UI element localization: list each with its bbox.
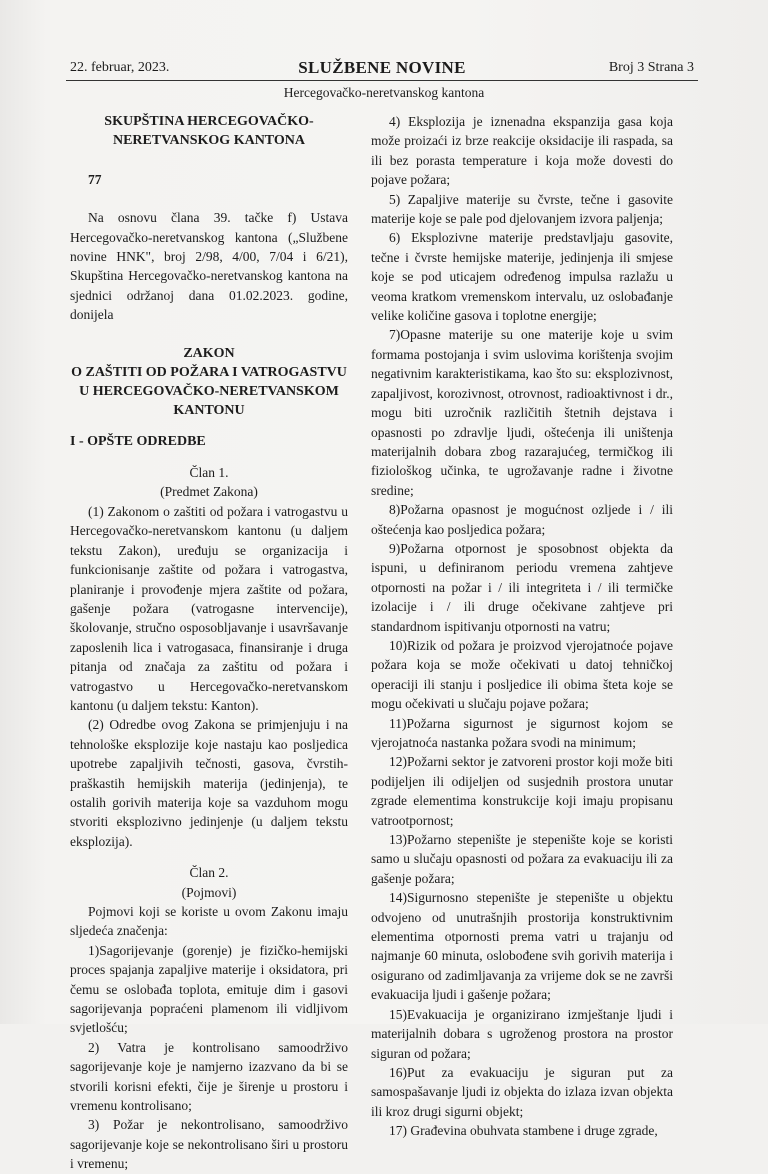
act-number: 77 (88, 171, 102, 187)
article-2-subtitle: (Pojmovi) (181, 884, 237, 900)
section-heading: I - OPŠTE ODREDBE (70, 433, 206, 449)
definition-7: 7)Opasne materije su one materije koje u svim formama postojanja i svim uslovima korištenja svojim negativnim karakteristikama, kao što su: eksplozivnost, zapaljivost, korozivnost, otrovnost, radioaktivnost i dr., mogu biti uzročnik različitih štetnih dejstava i opasnosti po zdravlje ljudi, oštećenja ili uništenja materijalnih dobara zbog razarajućeg, termičkog ili fiziološkog učinka, te ugrožavanje radne i životne sredine; (371, 327, 673, 498)
definition-15: 15)Evakuacija je organizirano izmještanje ljudi i materijalnih dobara s ugroženog prostora na prostor siguran od požara; (371, 1006, 673, 1061)
definition-2: 2) Vatra je kontrolisano samoodrživo sagorijevanje koje je namjerno izazvano da bi se stvorili korisni efekti, čije je širenje u prostoru i vremenu kontrolisano; (70, 1039, 348, 1114)
definition-17: 17) Građevina obuhvata stambene i druge zgrade, (389, 1123, 658, 1139)
definition-3: 3) Požar je nekontrolisano, samoodrživo sagorijevanje koje se nekontrolisano širi u prostoru i vremenu; (70, 1117, 348, 1172)
gazette-title: SLUŽBENE NOVINE (298, 58, 466, 77)
law-word: ZAKON (183, 345, 235, 361)
law-title: O ZAŠTITI OD POŽARA I VATROGASTVU U HERCEGOVAČKO-NERETVANSKOM KANTONU (71, 364, 347, 418)
page-header (70, 58, 694, 80)
definition-1: 1)Sagorijevanje (gorenje) je fizičko-hemijski proces spajanja zapaljive materije i oksidatora, pri čemu se oslobađa toplota, emituje dim i gasovi sagorijevanja popraćeni plamenom ili vidljivom svjetlošću; (70, 942, 348, 1036)
assembly-heading: SKUPŠTINA HERCEGOVAČKO-NERETVANSKOG KANTONA (104, 114, 314, 149)
definition-9: 9)Požarna otpornost je sposobnost objekta da ispuni, u definiranom periodu vremena zahtjeve otpornosti na požar i / ili integriteta i / ili termičke izolacije i / ili druge očekivane zahtjeve pri standardnom ispitivanju otpornosti na vatru; (371, 540, 673, 634)
definition-14: 14)Sigurnosno stepenište je stepenište u objektu odvojeno od unutrašnjih prostorija konstruktivnim elementima otpornosti prema vatri u trajanju od najmanje 60 minuta, oslobođene svih gorivih materija i osigurano od zadimljavanja za vrijeme dok se ne završi evakuacija ljudi i gašenje požara; (371, 890, 673, 1003)
definition-8: 8)Požarna opasnost je mogućnost ozljede i / ili oštećenja kao posljedica požara; (371, 502, 673, 537)
right-column (371, 112, 673, 1141)
definition-16: 16)Put za evakuaciju je siguran put za samospašavanje ljudi iz objekta do izlaza izvan objekta ili kroz drugi sigurni objekt; (371, 1064, 673, 1119)
article-1-heading: Član 1. (189, 465, 229, 481)
preamble: Na osnovu člana 39. tačke f) Ustava Hercegovačko-neretvanskog kantona („Službene novine HNK", broj 2/98, 4/00, 7/04 i 6/21), Skupština Hercegovačko-neretvanskog kantona na sjednici održanoj dana 01.02.2023. godine, donijela (70, 210, 348, 323)
definition-10: 10)Rizik od požara je proizvod vjerojatnoće pojave požara koja se može očekivati u datoj tehničkoj operaciji ili stanju i posljedice ili obima šteta koje se mogu očekivati u slučaju pojave požara; (371, 637, 673, 712)
article-1-subtitle: (Predmet Zakona) (160, 484, 258, 500)
definition-12: 12)Požarni sektor je zatvoreni prostor koji može biti podijeljen ili odijeljen od susjednih prostora unutar zgrade elementima konstrukcije koji imaju propisanu vatrootpornost; (371, 754, 673, 828)
definition-13: 13)Požarno stepenište je stepenište koje se koristi samo u slučaju opasnosti od požara za evakuaciju ili za gašenje požara; (371, 832, 673, 886)
article-1-paragraph-1: (1) Zakonom o zaštiti od požara i vatrogastvu u Hercegovačko-neretvanskom kantonu (u daljem tekstu Zakon), uređuju se organizacija i funkcionisanje zaštite od požara i vatrogastva, planiranje i provođenje mjera zaštite od požara, gašenje požara (vatrogasne intervencije), školovanje, stručno osposobljavanje i usavršavanje zaposlenih lica i vatrogasaca, finansiranje i druga pitanja od značaja za zaštitu od požara i vatrogastvo u Hercegovačko-neretvanskom kantonu (u daljem tekstu: Kanton). (70, 503, 348, 713)
header-rule (66, 80, 698, 81)
definition-5: 5) Zapaljive materije su čvrste, tečne i gasovite materije koje se pale pod djelovanjem izvora paljenja; (371, 191, 673, 227)
issue-page-number: Broj 3 Strana 3 (608, 60, 694, 75)
issue-date: 22. februar, 2023. (70, 60, 170, 75)
article-2-heading: Član 2. (189, 865, 229, 881)
definition-6: 6) Eksplozivne materije predstavljaju gasovite, tečne i čvrste hemijske materije, jedinjenja ili smjese koje se pod uticajem određenog impulsa razlažu u veoma kratkom vremenskom intervalu, uz oslobađanje velike količine gasova i toplotne energije; (371, 230, 673, 324)
definition-4: 4) Eksplozija je iznenadna ekspanzija gasa koja može proizaći iz brze reakcije oksidacije ili raspada, sa ili bez porasta temperature i koja može dovesti do pojave požara; (371, 114, 673, 188)
article-2-intro: Pojmovi koji se koriste u ovom Zakonu imaju sljedeća značenja: (70, 904, 348, 939)
article-1-paragraph-2: (2) Odredbe ovog Zakona se primjenjuju i na tehnološke eksplozije koje nastaju kao posljedica upotrebe zapaljivih tečnosti, gasova, čvrstih-praškastih hemijskih materija (jedinjenja), te ostalih gorivih materija koje sa vazduhom mogu stvoriti eksplozivno jedinjenje (u daljem tekstu eksplozija). (70, 717, 348, 849)
left-column (70, 112, 348, 1174)
gazette-subtitle: Hercegovačko-neretvanskog kantona (283, 85, 485, 100)
definition-11: 11)Požarna sigurnost je sigurnost kojom se vjerojatnoća nastanka požara svodi na minimum; (371, 715, 673, 750)
